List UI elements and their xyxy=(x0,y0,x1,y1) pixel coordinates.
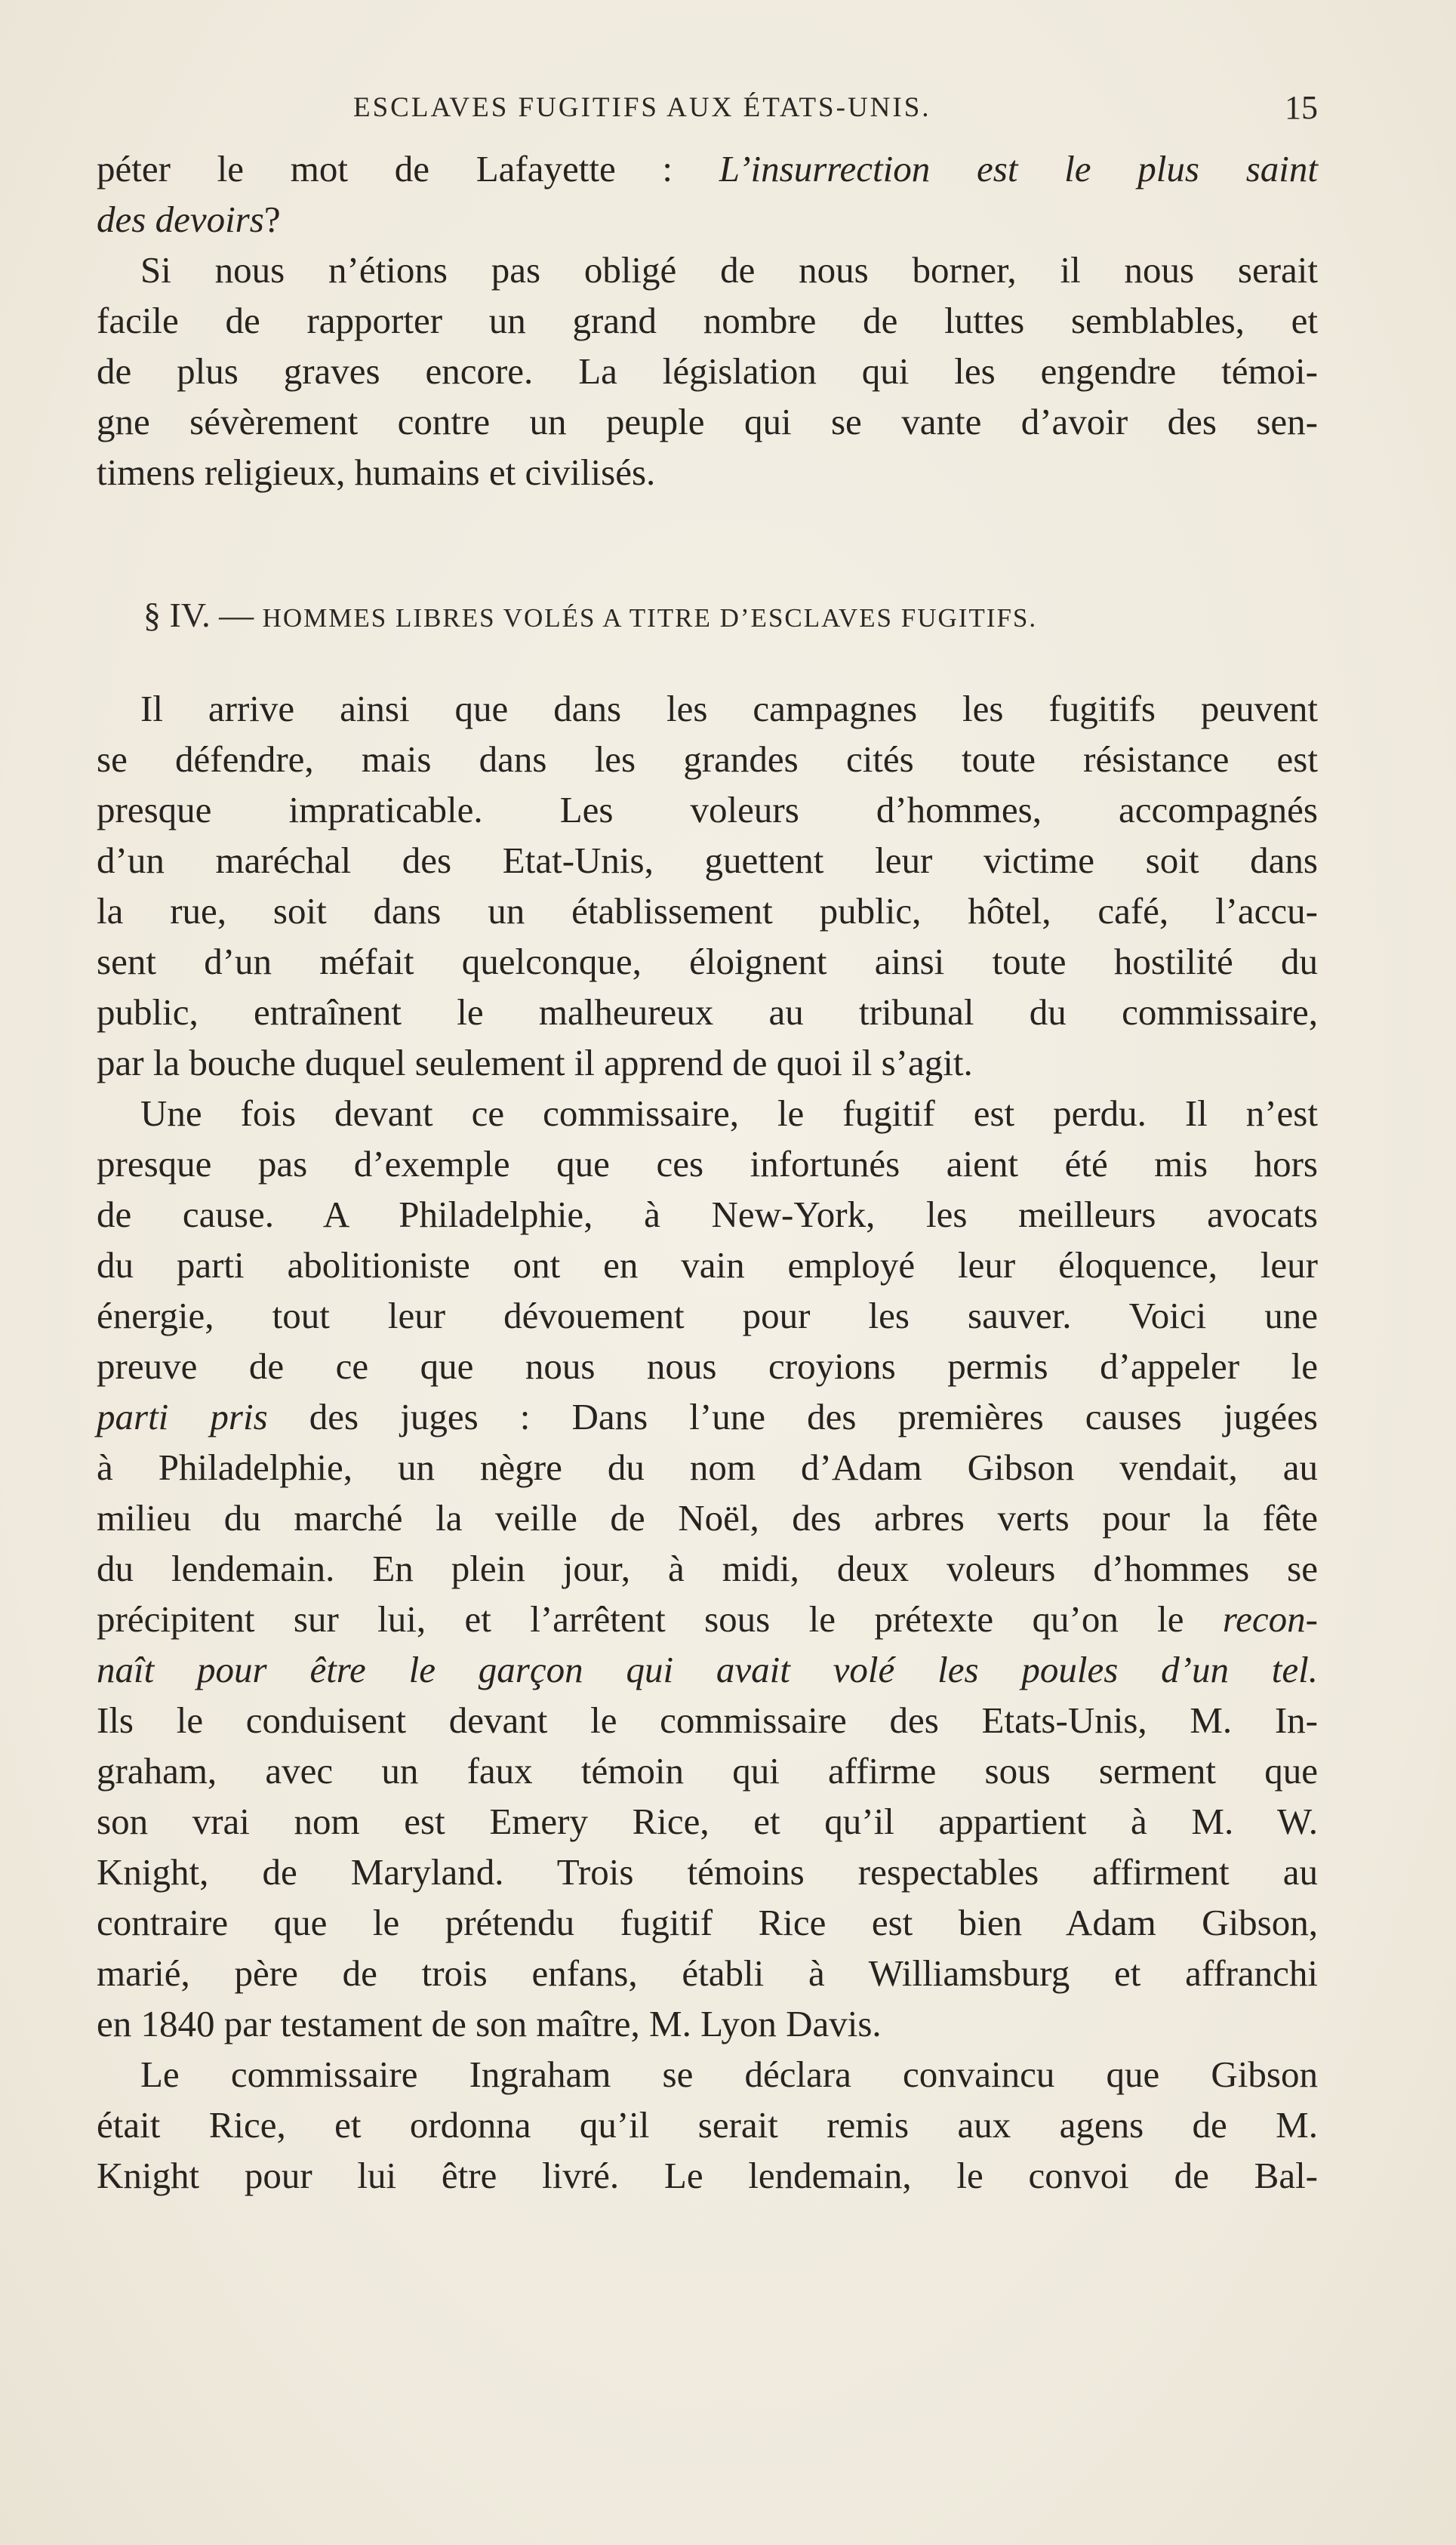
line-text: énergie, tout leur dévouement pour les sauver. Voici une xyxy=(97,1295,1318,1336)
text-line xyxy=(97,1189,1318,1240)
line-text: par la bouche duquel seulement il apprend de quoi il s’agit. xyxy=(97,1042,973,1083)
text-line xyxy=(97,1391,1318,1442)
line-text: du lendemain. En plein jour, à midi, deux voleurs d’hommes se xyxy=(97,1548,1318,1589)
line-text-after: ? xyxy=(263,199,281,240)
text-line xyxy=(97,245,1318,295)
paragraph-2 xyxy=(97,683,1318,2201)
line-text: sent d’un méfait quelconque, éloignent ainsi toute hostilité du xyxy=(97,941,1318,982)
text-line xyxy=(97,1240,1318,1290)
text-line xyxy=(97,987,1318,1037)
text-line xyxy=(97,295,1318,346)
section-heading xyxy=(143,589,1276,642)
line-text: presque impraticable. Les voleurs d’hommes, accompagnés xyxy=(97,789,1318,830)
paragraph-1 xyxy=(97,143,1318,498)
line-text: Une fois devant ce commissaire, le fugitif est perdu. Il n’est xyxy=(140,1092,1318,1134)
running-head xyxy=(97,91,1318,137)
line-text: d’un maréchal des Etat-Unis, guettent leur victime soit dans xyxy=(97,840,1318,881)
line-text: Ils le conduisent devant le commissaire des Etats-Unis, M. In- xyxy=(97,1699,1318,1741)
italic-text: recon- xyxy=(1222,1598,1318,1640)
line-text: marié, père de trois enfans, établi à Williamsburg et affranchi xyxy=(97,1952,1318,1994)
line-text: graham, avec un faux témoin qui affirme sous serment que xyxy=(97,1750,1318,1792)
text-line xyxy=(97,1644,1318,1695)
text-line xyxy=(97,2100,1318,2150)
text-line xyxy=(97,194,1318,245)
line-text: à Philadelphie, un nègre du nom d’Adam Gibson vendait, au xyxy=(97,1447,1318,1488)
text-line xyxy=(97,1341,1318,1391)
line-text: précipitent sur lui, et l’arrêtent sous le prétexte qu’on le xyxy=(97,1598,1223,1640)
text-line xyxy=(97,784,1318,835)
text-line xyxy=(97,1543,1318,1594)
italic-text: naît pour être le garçon qui avait volé les poules d’un tel. xyxy=(97,1649,1318,1690)
text-line xyxy=(97,1796,1318,1847)
line-text: gne sévèrement contre un peuple qui se vante d’avoir des sen- xyxy=(97,401,1318,442)
text-line xyxy=(97,447,1318,498)
text-line xyxy=(97,1695,1318,1745)
line-text: contraire que le prétendu fugitif Rice est bien Adam Gibson, xyxy=(97,1902,1318,1943)
line-text: était Rice, et ordonna qu’il serait remis aux agens de M. xyxy=(97,2104,1318,2146)
line-text: public, entraînent le malheureux au tribunal du commissaire, xyxy=(97,991,1318,1033)
text-line xyxy=(97,936,1318,987)
text-line xyxy=(97,143,1318,194)
line-text: Il arrive ainsi que dans les campagnes les fugitifs peuvent xyxy=(140,688,1318,729)
text-line xyxy=(97,1594,1318,1644)
line-text: de cause. A Philadelphie, à New-York, les meilleurs avocats xyxy=(97,1194,1318,1235)
text-line xyxy=(97,1745,1318,1796)
line-text: presque pas d’exemple que ces infortunés aient été mis hors xyxy=(97,1143,1318,1185)
text-line xyxy=(97,683,1318,734)
text-line xyxy=(97,886,1318,936)
text-line xyxy=(97,2150,1318,2201)
line-text: se défendre, mais dans les grandes cités toute résistance est xyxy=(97,738,1318,780)
line-text: péter le mot de Lafayette : xyxy=(97,148,719,189)
line-text: preuve de ce que nous nous croyions permis d’appeler le xyxy=(97,1345,1318,1387)
line-text-after: des juges : Dans l’une des premières causes jugées xyxy=(267,1396,1318,1437)
line-text: de plus graves encore. La législation qui les engendre témoi- xyxy=(97,350,1318,392)
page-number: 15 xyxy=(1285,89,1318,126)
text-line xyxy=(97,2049,1318,2100)
line-text: son vrai nom est Emery Rice, et qu’il appartient à M. W. xyxy=(97,1801,1318,1842)
line-text: Le commissaire Ingraham se déclara convaincu que Gibson xyxy=(140,2054,1318,2095)
text-line xyxy=(97,835,1318,886)
line-text: Si nous n’étions pas obligé de nous borner, il nous serait xyxy=(140,249,1318,291)
text-line xyxy=(97,734,1318,784)
line-text: du parti abolitioniste ont en vain employé leur éloquence, leur xyxy=(97,1244,1318,1286)
text-line xyxy=(97,1897,1318,1948)
line-text: la rue, soit dans un établissement public, hôtel, café, l’accu- xyxy=(97,890,1318,932)
text-line xyxy=(97,1847,1318,1897)
text-line xyxy=(97,1290,1318,1341)
line-text: timens religieux, humains et civilisés. xyxy=(97,451,656,493)
text-line xyxy=(97,1138,1318,1189)
section-title: HOMMES LIBRES VOLÉS A TITRE D’ESCLAVES FUGITIFS. xyxy=(262,603,1038,633)
section-number: § IV. — xyxy=(143,596,263,634)
text-line xyxy=(97,1442,1318,1493)
line-text: Knight, de Maryland. Trois témoins respectables affirment au xyxy=(97,1851,1318,1893)
text-line xyxy=(97,1493,1318,1543)
text-line xyxy=(97,346,1318,396)
line-text: facile de rapporter un grand nombre de luttes semblables, et xyxy=(97,300,1318,341)
line-text: en 1840 par testament de son maître, M. Lyon Davis. xyxy=(97,2003,882,2044)
italic-text: des devoirs xyxy=(97,199,264,240)
line-text: milieu du marché la veille de Noël, des arbres verts pour la fête xyxy=(97,1497,1318,1539)
text-line xyxy=(97,1088,1318,1138)
italic-text: parti pris xyxy=(97,1396,268,1437)
line-text: Knight pour lui être livré. Le lendemain, le convoi de Bal- xyxy=(97,2155,1318,2196)
italic-text: L’insurrection est le plus saint xyxy=(719,148,1319,189)
text-line xyxy=(97,1948,1318,1998)
text-line xyxy=(97,1998,1318,2049)
text-line xyxy=(97,396,1318,447)
text-line xyxy=(97,1037,1318,1088)
running-title: ESCLAVES FUGITIFS AUX ÉTATS-UNIS. xyxy=(353,92,931,123)
